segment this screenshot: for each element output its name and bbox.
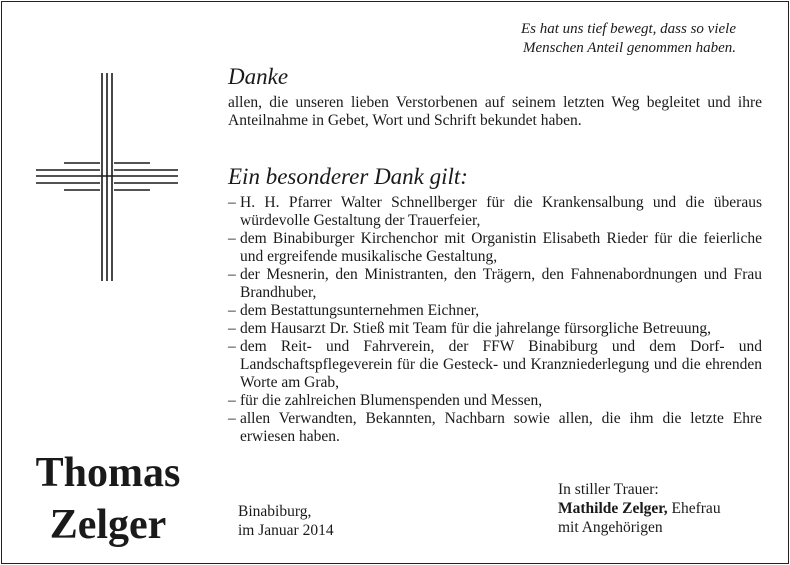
mourning-label: In stiller Trauer:: [558, 481, 659, 498]
top-quote: [400, 20, 736, 58]
danke-heading: Danke: [228, 64, 289, 89]
dash-icon: –: [228, 230, 236, 247]
widow-name: Mathilde Zelger,: [558, 500, 668, 517]
dash-icon: –: [228, 320, 236, 337]
list-item: – dem Reit- und Fahrverein, der FFW Binabiburg und dem Dorf- und Landschaftspflegeverein für die Gesteck- und Kranzniederlegung und die ehrenden Worte am Grab,: [228, 338, 762, 391]
dash-icon: –: [228, 266, 236, 283]
place: Binabiburg,: [238, 503, 312, 520]
cross-icon: [0, 0, 200, 300]
list-item: – dem Binabiburger Kirchenchor mit Organistin Elisabeth Rieder für die feierliche und ergreifende musikalische Gestaltung,: [228, 230, 762, 265]
name-last: Zelger: [49, 502, 167, 548]
quote-line-2: Menschen Anteil genommen haben.: [523, 40, 736, 56]
quote-line-1: Es hat uns tief bewegt, dass so viele: [521, 21, 736, 37]
danke-text: allen, die unseren lieben Verstorbenen auf seinem letzten Weg begleitet und ihre Anteilnahme in Gebet, Wort und Schrift bekundet haben.: [228, 94, 762, 129]
place-date: [238, 502, 334, 540]
mourners: [558, 480, 721, 537]
thanks-list: [228, 194, 762, 446]
date: im Januar 2014: [238, 522, 334, 539]
list-item: – H. H. Pfarrer Walter Schnellberger für die Krankensalbung und die überaus würdevolle Gestaltung der Trauerfeier,: [228, 194, 762, 229]
relatives: mit Angehörigen: [558, 519, 663, 536]
list-item: – der Mesnerin, den Ministranten, den Trägern, den Fahnenabordnungen und Frau Brandhuber,: [228, 266, 762, 301]
list-item: – dem Bestattungsunternehmen Eichner,: [228, 302, 480, 319]
dash-icon: –: [228, 410, 236, 427]
list-item: – allen Verwandten, Bekannten, Nachbarn sowie allen, die ihm die letzte Ehre erwiesen haben.: [228, 410, 762, 445]
dash-icon: –: [228, 338, 236, 355]
special-heading: Ein besonderer Dank gilt:: [228, 164, 468, 189]
dash-icon: –: [228, 194, 236, 211]
dash-icon: –: [228, 302, 236, 319]
list-item: – dem Hausarzt Dr. Stieß mit Team für die jahrelange fürsorgliche Betreuung,: [228, 320, 711, 337]
dash-icon: –: [228, 392, 236, 409]
list-item: – für die zahlreichen Blumenspenden und Messen,: [228, 392, 543, 409]
widow-line: [558, 499, 721, 518]
name-first: Thomas: [35, 450, 181, 496]
widow-role: Ehefrau: [671, 500, 721, 517]
